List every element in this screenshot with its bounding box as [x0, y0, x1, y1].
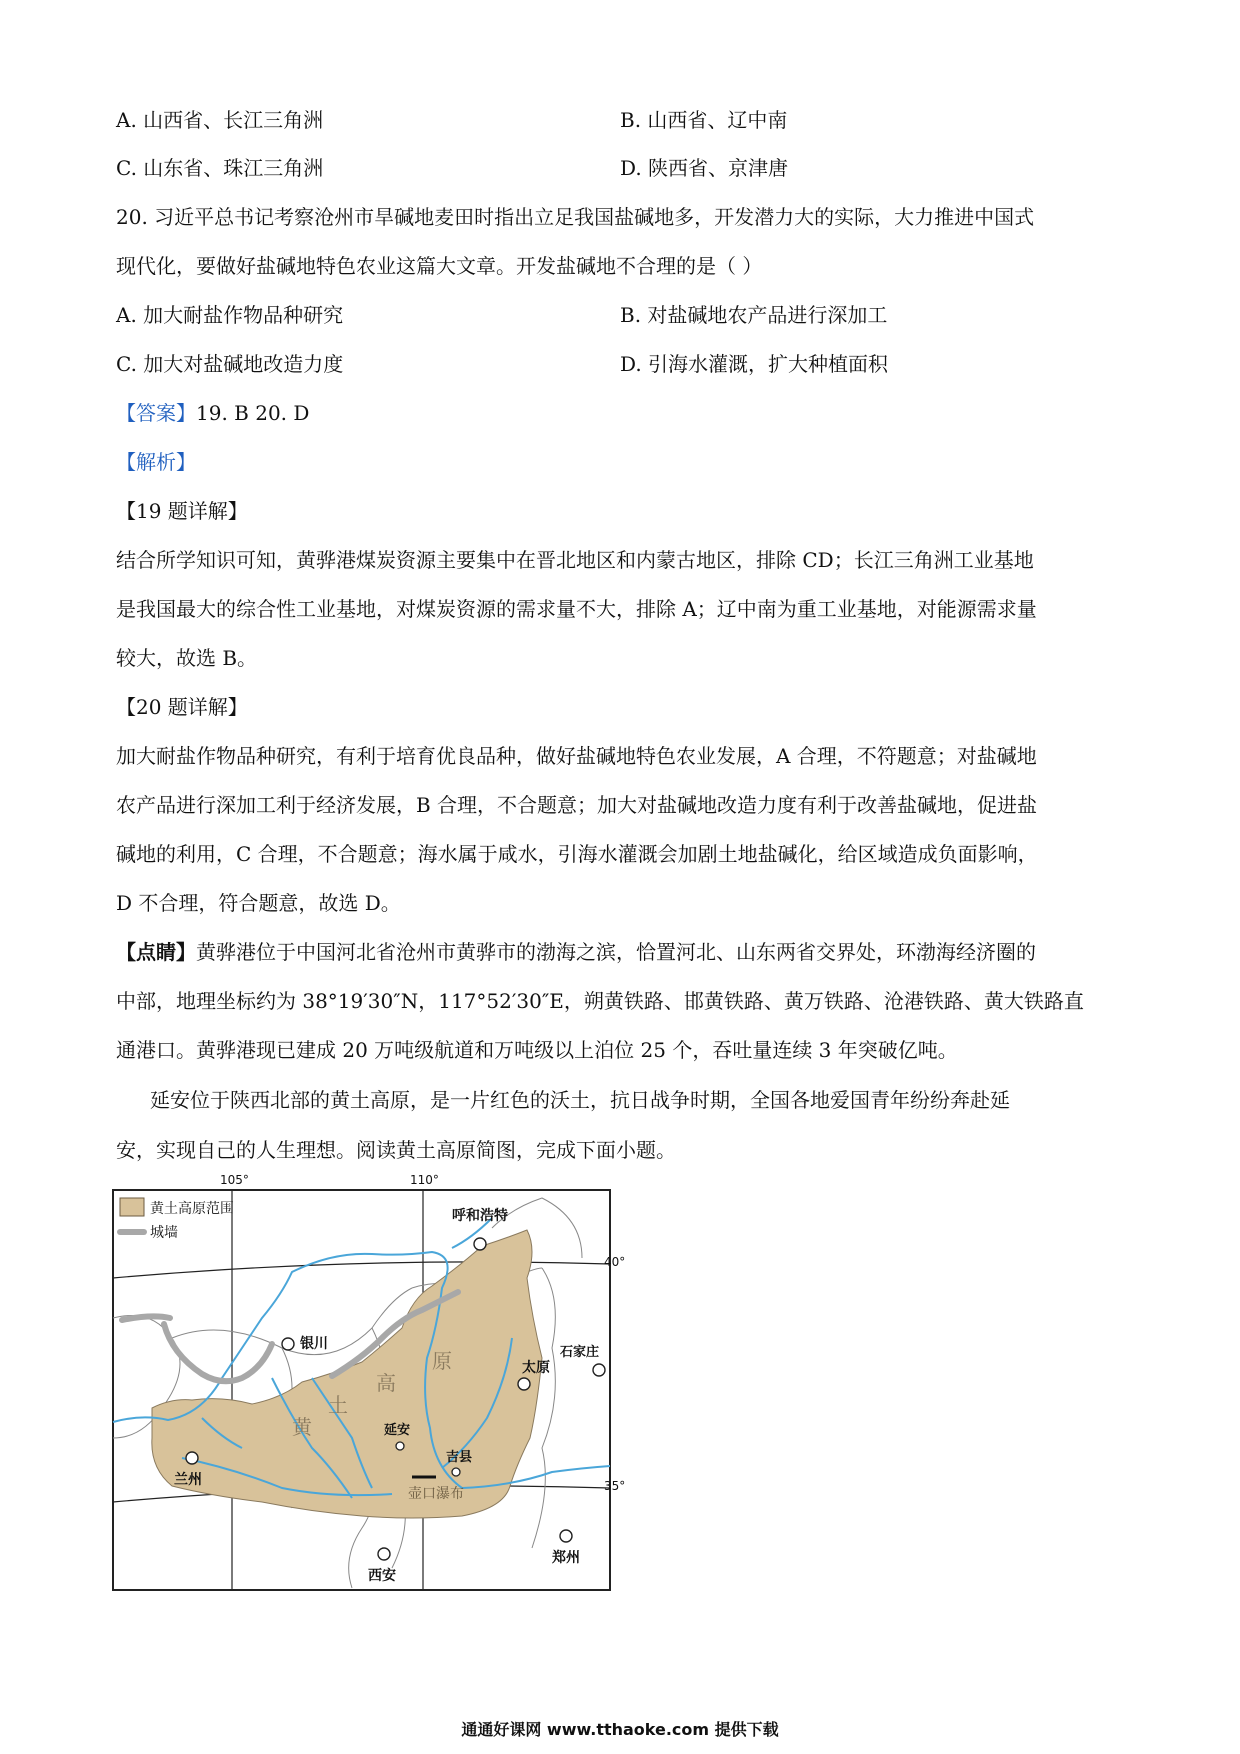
intro-line: 安，实现自己的人生理想。阅读黄土高原简图，完成下面小题。: [116, 1138, 676, 1162]
q20-option-c: C. 加大对盐碱地改造力度: [116, 352, 344, 376]
city-label: 石家庄: [560, 1345, 600, 1360]
legend-plateau-swatch: [120, 1198, 144, 1216]
city-label: 延安: [384, 1423, 411, 1438]
region-char: 高: [376, 1371, 396, 1395]
q20-stem-line1: 20. 习近平总书记考察沧州市旱碱地麦田时指出立足我国盐碱地多，开发潜力大的实际，大力推进中国式: [116, 205, 1035, 229]
q19-option-c: C. 山东省、珠江三角洲: [116, 156, 324, 180]
q19-option-d: D. 陕西省、京津唐: [620, 156, 789, 180]
loess-plateau-map: [112, 1168, 626, 1592]
q20-detail-heading: 【20 题详解】: [116, 695, 248, 719]
city-label: 西安: [368, 1568, 396, 1584]
answer-text: 19. B 20. D: [196, 401, 310, 425]
answer-line: [116, 401, 309, 425]
note-line: 中部，地理坐标约为 38°19′30″N，117°52′30″E，朔黄铁路、邯黄铁路、黄万铁路、沧港铁路、黄大铁路直: [116, 989, 1084, 1013]
q19-detail-line: 是我国最大的综合性工业基地，对煤炭资源的需求量不大，排除 A；辽中南为重工业基地，对能源需求量: [116, 597, 1037, 621]
lon-label-110: 110°: [410, 1173, 439, 1187]
q20-stem-line2: 现代化，要做好盐碱地特色农业这篇大文章。开发盐碱地不合理的是（ ）: [116, 254, 763, 278]
lon-label-105: 105°: [220, 1173, 249, 1187]
legend-wall-label: 城墙: [150, 1225, 178, 1241]
lat-label-40: 40°: [604, 1255, 626, 1269]
analysis-label: 【解析】: [116, 450, 196, 474]
city-label: 兰州: [174, 1472, 202, 1488]
region-char: 黄: [292, 1415, 312, 1439]
note-line: 通港口。黄骅港现已建成 20 万吨级航道和万吨级以上泊位 25 个，吞吐量连续 3 年突破亿吨。: [116, 1038, 958, 1062]
note-label: 【点睛】: [116, 940, 196, 964]
q20-detail-line: 碱地的利用，C 合理，不合题意；海水属于咸水，引海水灌溉会加剧土地盐碱化，给区域造成负面影响，: [116, 842, 1038, 866]
q20-detail-line: 加大耐盐作物品种研究，有利于培育优良品种，做好盐碱地特色农业发展，A 合理，不符题意；对盐碱地: [116, 744, 1037, 768]
answer-label: 【答案】: [116, 401, 196, 425]
city-label: 郑州: [552, 1550, 580, 1566]
q19-option-b: B. 山西省、辽中南: [620, 108, 788, 132]
q19-detail-line: 结合所学知识可知，黄骅港煤炭资源主要集中在晋北地区和内蒙古地区，排除 CD；长江三角洲工业基地: [116, 548, 1034, 572]
q19-option-a: A. 山西省、长江三角洲: [116, 108, 324, 132]
note-line: [116, 940, 1036, 964]
lat-label-35: 35°: [604, 1479, 626, 1493]
hukou-waterfall-label: 壶口瀑布: [408, 1486, 464, 1502]
city-label: 太原: [522, 1360, 550, 1376]
region-char: 原: [432, 1349, 452, 1373]
legend-plateau-label: 黄土高原范围: [150, 1201, 234, 1217]
region-char: 土: [328, 1393, 348, 1417]
intro-line: 延安位于陕西北部的黄土高原，是一片红色的沃土，抗日战争时期，全国各地爱国青年纷纷奔赴延: [150, 1088, 1010, 1112]
city-label: 银川: [300, 1336, 328, 1352]
q20-option-d: D. 引海水灌溉，扩大种植面积: [620, 352, 889, 376]
q20-option-b: B. 对盐碱地农产品进行深加工: [620, 303, 888, 327]
q19-detail-heading: 【19 题详解】: [116, 499, 248, 523]
city-yinchuan: [282, 1335, 328, 1352]
q20-detail-line: 农产品进行深加工利于经济发展，B 合理，不合题意；加大对盐碱地改造力度有利于改善盐碱地，促进盐: [116, 793, 1038, 817]
city-label: 呼和浩特: [452, 1208, 508, 1224]
q19-detail-line: 较大，故选 B。: [116, 646, 258, 670]
city-label: 吉县: [446, 1450, 473, 1465]
q20-detail-line: D 不合理，符合题意，故选 D。: [116, 891, 401, 915]
page-footer: 通通好课网 www.tthaoke.com 提供下载: [461, 1720, 779, 1739]
note-text: 黄骅港位于中国河北省沧州市黄骅市的渤海之滨，恰置河北、山东两省交界处，环渤海经济圈的: [196, 940, 1036, 964]
q20-option-a: A. 加大耐盐作物品种研究: [116, 303, 344, 327]
